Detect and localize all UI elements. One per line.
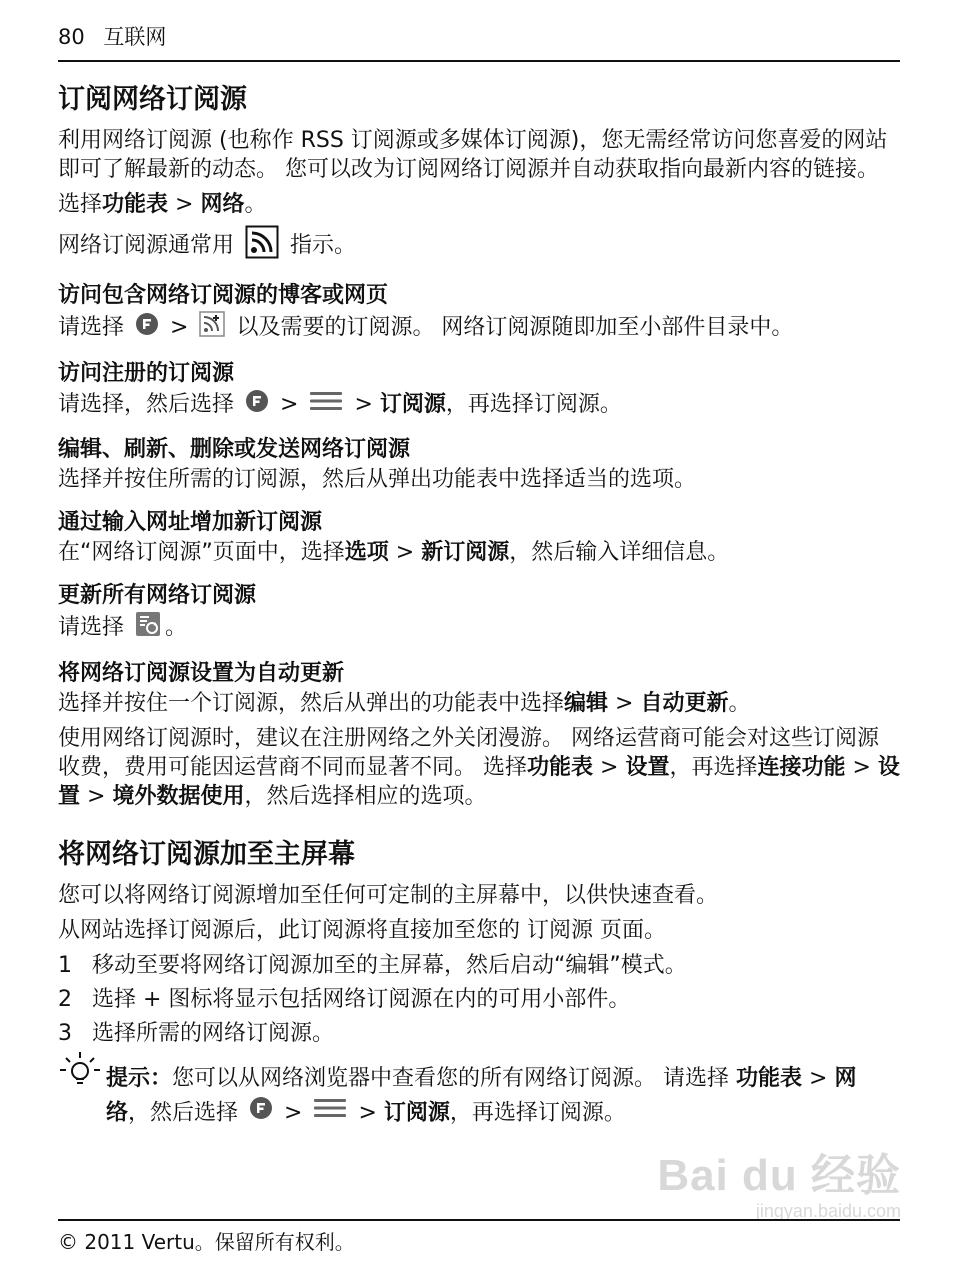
page-content [58,82,900,1131]
watermark [657,1152,901,1222]
auto-section [58,659,900,811]
options-icon [245,389,269,421]
watermark-url: jingyan.baidu.com [755,1201,901,1221]
edit-title: 编辑、刷新、删除或发送网络订阅源 [58,437,411,462]
watermark-brand: Bai du 经验 [657,1151,901,1200]
options-icon [249,1096,273,1131]
select-instruction: 选择功能表 > 网络。 [58,192,267,217]
update-title: 更新所有网络订阅源 [58,583,257,608]
blog-text: 请选择 > 以及需要的订阅源。 网络订阅源随即加至小部件目录中。 [58,311,900,345]
edit-text: 选择并按住所需的订阅源，然后从弹出功能表中选择适当的选项。 [58,467,697,492]
add-title: 通过输入网址增加新订阅源 [58,510,323,535]
update-section [58,581,900,645]
intro-paragraph: 利用网络订阅源 (也称作 RSS 订阅源或多媒体订阅源)，您无需经常访问您喜爱的网站即可了解最新的动态。 您可以改为订阅网络订阅源并自动获取指向最新内容的链接。 [58,128,888,182]
tip-label: 提示： [106,1066,173,1091]
add-text: 在“网络订阅源”页面中，选择选项 > 新订阅源，然后输入详细信息。 [58,540,730,565]
page-header [58,22,898,52]
refresh-feeds-icon [135,611,161,645]
blog-title: 访问包含网络订阅源的博客或网页 [58,283,389,308]
update-text: 请选择 。 [58,611,900,645]
indicator-line: 网络订阅源通常用 指示。 [58,225,900,267]
list-item: 2 选择 + 图标将显示包括网络订阅源在内的可用小部件。 [58,987,631,1012]
list-item: 1 移动至要将网络订阅源加至的主屏幕，然后启动“编辑”模式。 [58,953,687,978]
roaming-paragraph: 使用网络订阅源时，建议在注册网络之外关闭漫游。 网络运营商可能会对这些订阅源收费，费用可能因运营商不同而显著不同。 选择功能表 > 设置，再选择连接功能 > 设置 > 境外数据使用，然后选择相应的选项。 [58,726,900,809]
footer-copyright: © 2011 Vertu。保留所有权利。 [58,1230,355,1254]
add-feed-icon [199,311,225,345]
lightbulb-icon [58,1050,102,1101]
menu-list-icon [309,389,343,421]
options-icon [135,312,159,344]
rss-icon [245,225,279,267]
edit-section [58,435,900,494]
blog-section [58,281,900,345]
auto-text: 选择并按住一个订阅源，然后从弹出的功能表中选择编辑 > 自动更新。 [58,691,751,716]
list-item: 3 选择所需的网络订阅源。 [58,1021,335,1046]
menu-list-icon [313,1096,347,1131]
tip-block: 提示：您可以从网络浏览器中查看您的所有网络订阅源。 请选择 功能表 > 网络，然后选择 > > 订阅源，再选择订阅源。 [58,1062,900,1131]
section2-paragraph-1: 您可以将网络订阅源增加至任何可定制的主屏幕中，以供快速查看。 [58,883,719,908]
subscribed-text: 请选择，然后选择 > > 订阅源，再选择订阅源。 [58,389,900,421]
subscribed-section [58,359,900,421]
subscribed-title: 访问注册的订阅源 [58,361,235,386]
section-title: 订阅网络订阅源 [58,84,247,115]
footer-divider [58,1219,900,1221]
add-section [58,508,900,567]
section2-paragraph-2: 从网站选择订阅源后，此订阅源将直接加至您的 订阅源 页面。 [58,918,666,943]
section2-title: 将网络订阅源加至主屏幕 [58,839,355,870]
chapter-title: 互联网 [103,25,167,49]
auto-title: 将网络订阅源设置为自动更新 [58,661,345,686]
header-divider [58,60,900,62]
page-number: 80 [58,25,85,49]
